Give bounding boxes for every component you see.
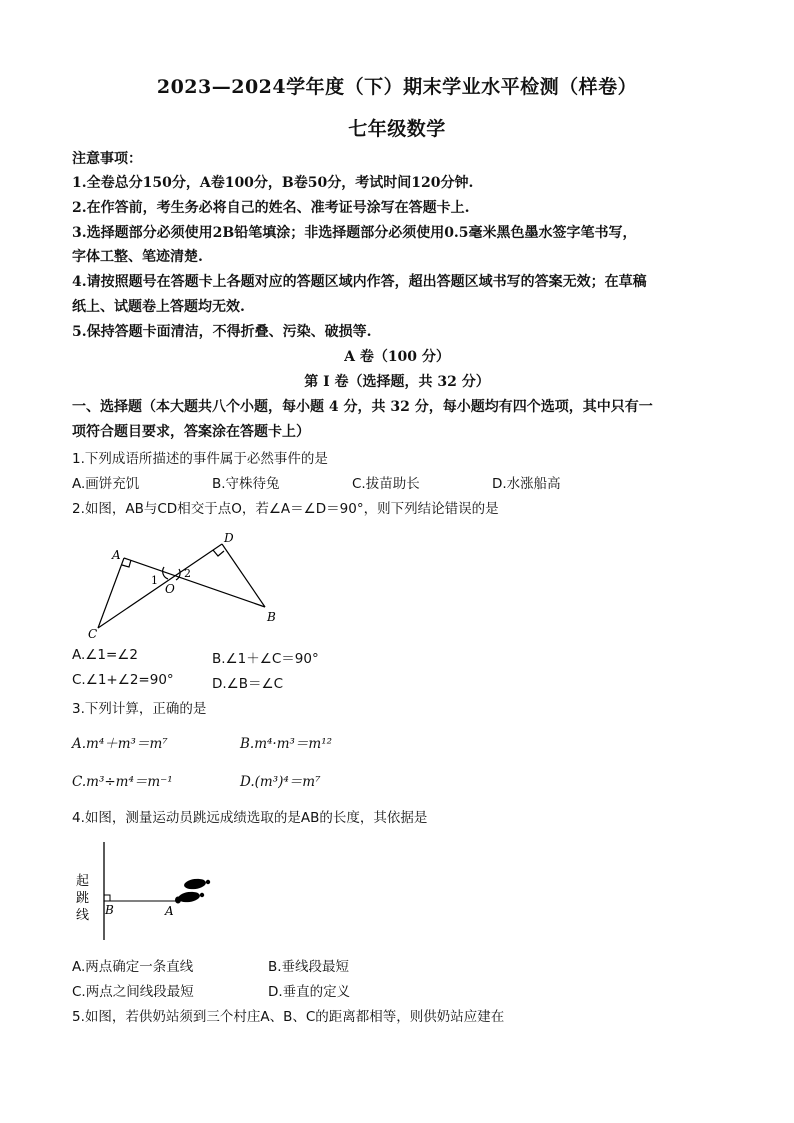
- q1-option-b: B.守株待兔: [212, 476, 280, 492]
- note-item-4: 4.请按照题号在答题卡上各题对应的答题区域内作答，超出答题区域书写的答案无效；在草稿: [72, 274, 647, 290]
- q4-option-c: C.两点之间线段最短: [72, 984, 194, 1000]
- note-item-3: 3.选择题部分必须使用2B铅笔填涂；非选择题部分必须使用0.5毫米黑色墨水签字笔书写，: [72, 225, 637, 241]
- q4-label-xian: 线: [76, 908, 90, 923]
- q4-option-b: B.垂线段最短: [268, 959, 350, 975]
- q4-option-d: D.垂直的定义: [268, 984, 351, 1000]
- q2-label-b: B: [267, 610, 276, 624]
- instructions-line-1: 一、选择题（本大题共八个小题，每小题 4 分，共 32 分，每小题均有四个选项，其中只有一: [72, 399, 653, 415]
- q3-option-a: A.m⁴＋m³＝m⁷: [72, 736, 168, 752]
- q3-option-d: D.(m³)⁴＝m⁷: [240, 774, 321, 790]
- q5-stem: 5.如图，若供奶站须到三个村庄A、B、C的距离都相等，则供奶站应建在: [72, 1009, 505, 1025]
- q1-option-c: C.拔苗助长: [352, 476, 420, 492]
- q2-label-o: O: [165, 582, 175, 596]
- q2-label-angle-1: 1: [151, 574, 158, 587]
- q2-label-c: C: [88, 627, 98, 641]
- note-item-5: 5.保持答题卡面清洁，不得折叠、污染、破损等.: [72, 324, 372, 340]
- q3-stem: 3.下列计算，正确的是: [72, 701, 207, 717]
- q4-stem: 4.如图，测量运动员跳远成绩选取的是AB的长度，其依据是: [72, 810, 428, 826]
- note-item-4-cont: 纸上、试题卷上答题均无效.: [72, 299, 245, 315]
- q4-label-b: B: [105, 903, 114, 917]
- section-a-title: A 卷（100 分）: [344, 349, 450, 365]
- q1-stem: 1.下列成语所描述的事件属于必然事件的是: [72, 451, 328, 467]
- exam-subtitle: 七年级数学: [348, 118, 446, 140]
- note-item-3-cont: 字体工整、笔迹清楚.: [72, 249, 203, 265]
- footprint-icon: [175, 878, 210, 904]
- q3-option-c: C.m³÷m⁴＝m⁻¹: [72, 774, 173, 790]
- q2-label-a: A: [112, 548, 121, 562]
- q4-figure: [72, 840, 222, 945]
- q1-option-d: D.水涨船高: [492, 476, 561, 492]
- q2-stem: 2.如图，AB与CD相交于点O，若∠A＝∠D＝90°，则下列结论错误的是: [72, 501, 499, 517]
- q2-label-d: D: [224, 531, 234, 545]
- q4-label-qi: 起: [76, 874, 90, 889]
- q2-option-b: B.∠1＋∠C＝90°: [212, 651, 319, 667]
- notes-heading: 注意事项：: [72, 151, 142, 167]
- q4-label-tiao: 跳: [76, 891, 90, 906]
- q2-label-angle-2: 2: [184, 567, 191, 580]
- q2-option-a: A.∠1=∠2: [72, 647, 138, 663]
- instructions-line-2: 项符合题目要求，答案涂在答题卡上）: [72, 424, 310, 440]
- q2-figure: [72, 525, 292, 645]
- q4-option-a: A.两点确定一条直线: [72, 959, 194, 975]
- q3-option-b: B.m⁴·m³＝m¹²: [240, 736, 333, 752]
- note-item-2: 2.在作答前，考生务必将自己的姓名、准考证号涂写在答题卡上.: [72, 200, 470, 216]
- q4-label-a: A: [165, 904, 174, 918]
- part1-title: 第 I 卷（选择题，共 32 分）: [304, 374, 490, 390]
- q1-option-a: A.画饼充饥: [72, 476, 140, 492]
- q2-option-d: D.∠B＝∠C: [212, 676, 284, 692]
- q2-option-c: C.∠1+∠2=90°: [72, 672, 174, 688]
- exam-title: 2023—2024学年度（下）期末学业水平检测（样卷）: [156, 76, 638, 98]
- note-item-1: 1.全卷总分150分，A卷100分，B卷50分，考试时间120分钟.: [72, 175, 474, 191]
